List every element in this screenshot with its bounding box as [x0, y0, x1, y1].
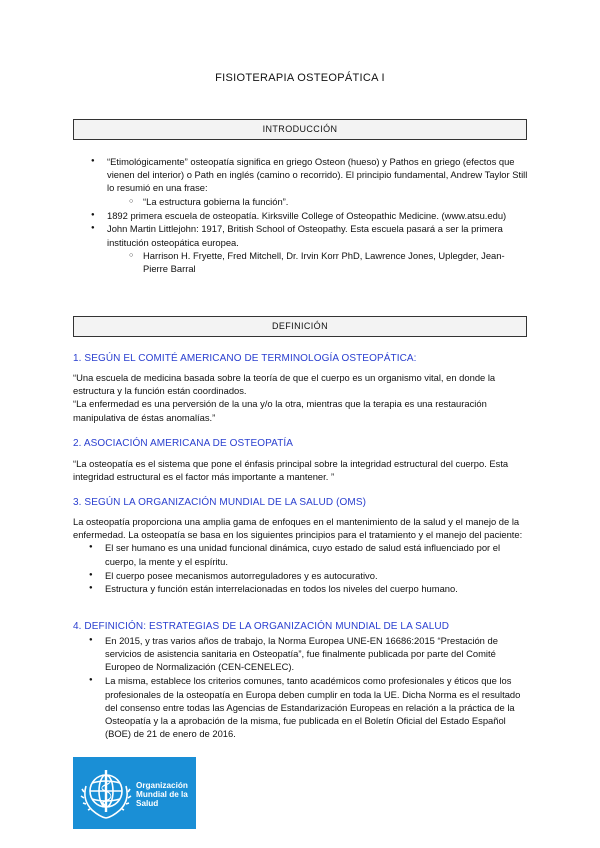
intro-list — [73, 155, 529, 276]
section-2-text — [73, 457, 531, 483]
paragraph: “La enfermedad es una perversión de la una y/o la otra, mientras que la terapia es una restauración manipulativa de éstas anomalías.” — [73, 398, 487, 423]
section-heading-3: 3. SEGÚN LA ORGANIZACIÓN MUNDIAL DE LA SALUD (OMS) — [73, 497, 367, 508]
who-logo-text — [136, 781, 188, 808]
who-logo — [73, 757, 196, 829]
paragraph: La osteopatía proporciona una amplia gama de enfoques en el mantenimiento de la salud y el manejo de la enfermedad. La osteopatía se basa en los siguientes principios para el tratamiento y el manejo del paciente: — [73, 516, 523, 541]
list-item: ● 1892 primera escuela de osteopatía. Kirksville College of Osteopathic Medicine. (www.atsu.edu) — [73, 209, 529, 222]
section-4-text — [73, 634, 531, 741]
list-item: ● El cuerpo posee mecanismos autorreguladores y es autocurativo. — [71, 569, 531, 582]
section-heading-1: 1. SEGÚN EL COMITÉ AMERICANO DE TERMINOLOGÍA OSTEOPÁTICA: — [73, 353, 417, 364]
list-item: ● La misma, establece los criterios comunes, tanto académicos como profesionales y éticos que los profesionales de la osteopatía en Europa deben cumplir en toda la UE. Dicha Norma es el resultado del consenso entre todas las Agencias de Estandarización Europeas en relación a la práctica de la Osteopatía y la a aprobación de la misma, fue publicada en el Boletín Oficial del Estado Español (BOE) de 21 de enero de 2016. — [71, 674, 531, 740]
list-item — [73, 155, 529, 208]
who-emblem-icon — [78, 762, 134, 824]
section-heading-2: 2. ASOCIACIÓN AMERICANA DE OSTEOPATÍA — [73, 438, 294, 449]
logo-line: Salud — [136, 799, 159, 808]
list-item: ● El ser humano es una unidad funcional dinámica, cuyo estado de salud está influenciado por el cuerpo, la mente y el espíritu. — [71, 541, 531, 567]
logo-line: Mundial de la — [136, 790, 188, 799]
paragraph: “La osteopatía es el sistema que pone el énfasis principal sobre la integridad estructural del cuerpo. Esta integridad estructural es el factor más importante a mantener. ” — [73, 458, 509, 483]
list-item: ● Estructura y función están interrelacionadas en todos los niveles del cuerpo humano. — [71, 582, 531, 595]
list-item — [73, 222, 529, 275]
sub-list-item: ○ “La estructura gobierna la función”. — [107, 195, 529, 208]
intro-bullet-3: John Martin Littlejohn: 1917, British School of Osteopathy. Esta escuela pasará a ser la primera institución osteopática europea. — [107, 223, 503, 248]
section-1-text — [73, 371, 531, 424]
sub-list-item: ○ Harrison H. Fryette, Fred Mitchell, Dr. Irvin Korr PhD, Lawrence Jones, Uplegder, Jean-Pierre Barral — [107, 249, 529, 275]
logo-line: Organización — [136, 781, 188, 790]
section-3-text — [73, 515, 531, 596]
section-heading-4: 4. DEFINICIÓN: ESTRATEGIAS DE LA ORGANIZACIÓN MUNDIAL DE LA SALUD — [73, 621, 450, 632]
section-bar-introduccion: INTRODUCCIÓN — [73, 119, 527, 140]
intro-bullet-1: “Etimológicamente” osteopatía significa en griego Osteon (hueso) y Pathos en griego (efectos que vienen del interior) o Path en inglés (camino o recorrido). El principio fundamental, Andrew Taylor Still lo resumió en una frase: — [107, 156, 528, 194]
section-bar-definicion: DEFINICIÓN — [73, 316, 527, 337]
list-item: ● En 2015, y tras varios años de trabajo, la Norma Europea UNE-EN 16686:2015 “Prestación de servicios de asistencia sanitaria en Osteopatía”, fue finalmente publicada por parte del Comité Europeo de Normalización (CEN-CENELEC). — [71, 634, 531, 674]
page-title: FISIOTERAPIA OSTEOPÁTICA I — [215, 72, 385, 84]
paragraph: “Una escuela de medicina basada sobre la teoría de que el cuerpo es un organismo vital, en donde la estructura y la función están coordinados. — [73, 372, 496, 397]
